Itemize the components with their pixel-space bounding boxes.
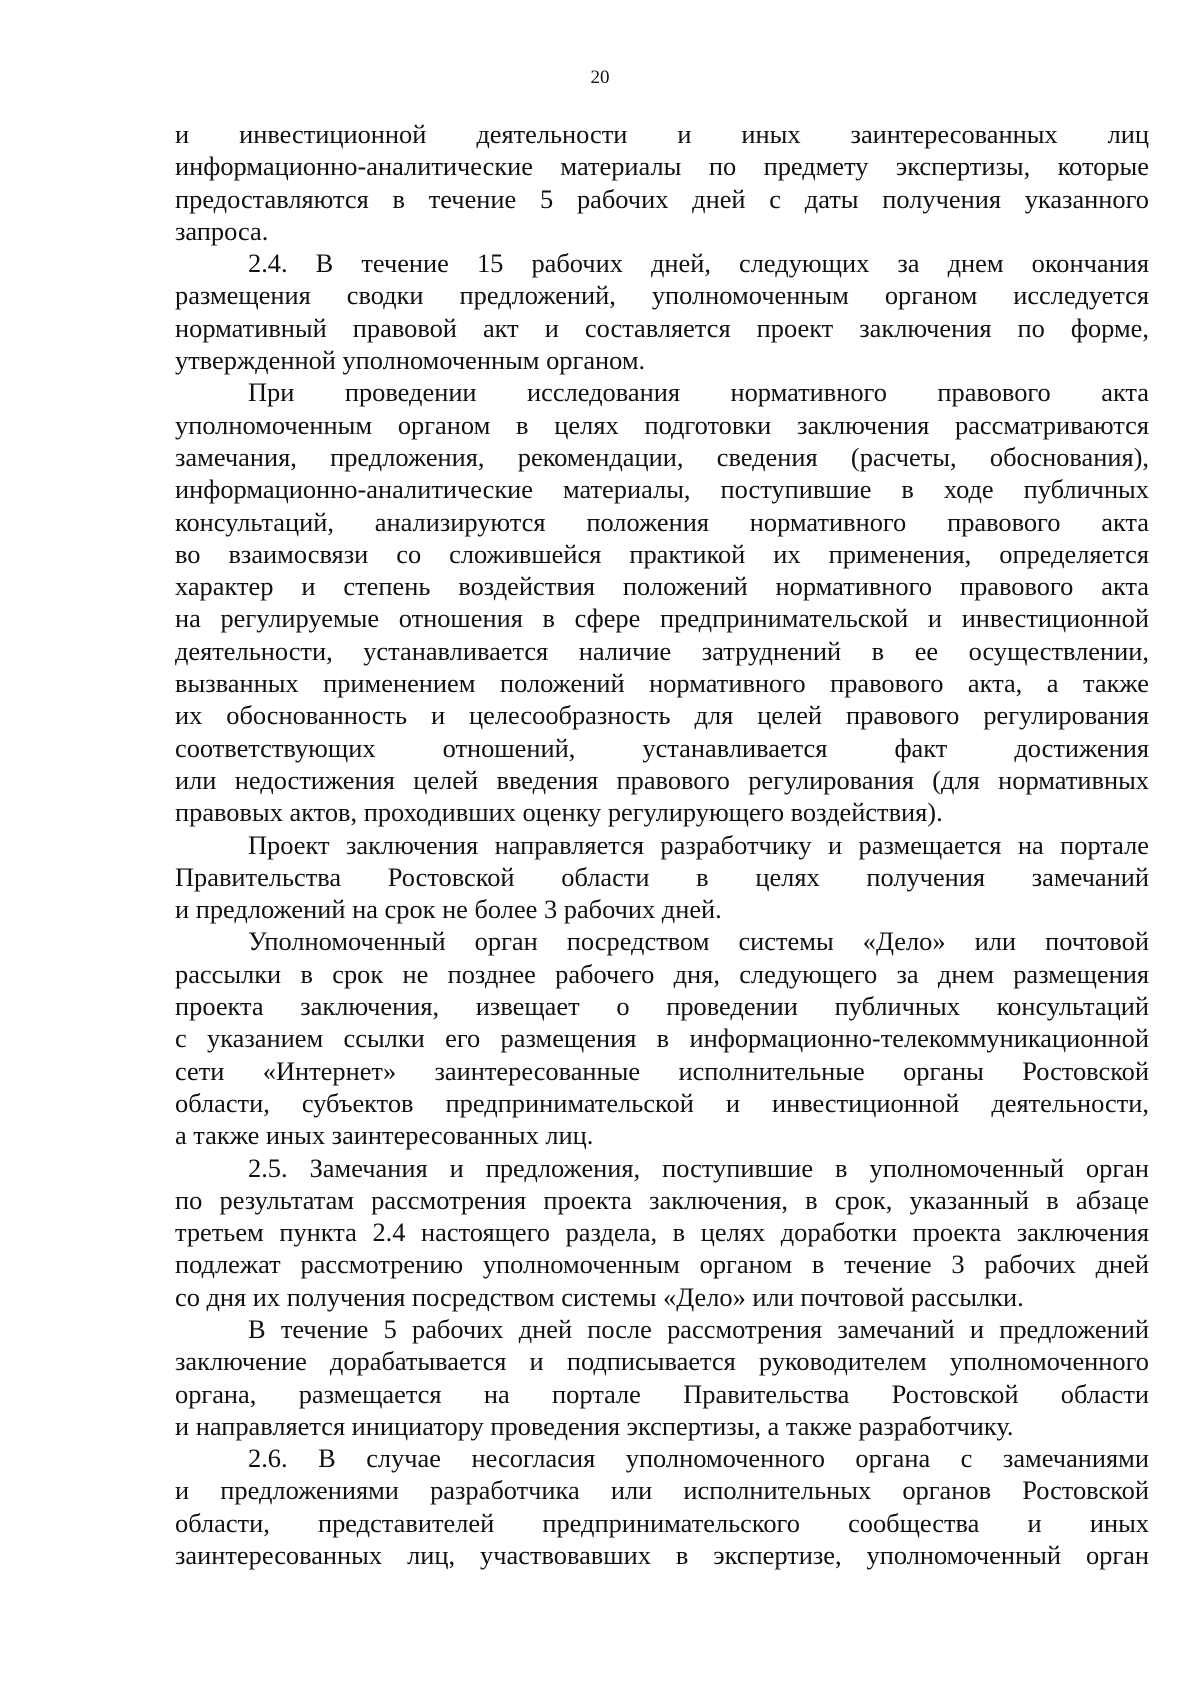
paragraph — [175, 925, 1149, 1151]
paragraph — [175, 1313, 1149, 1442]
text-line: вызванных применением положений нормативного правового акта, а также — [175, 668, 1149, 699]
paragraph — [175, 118, 1149, 247]
text-line: и предложений на срок не более 3 рабочих дней. — [175, 894, 722, 925]
text-line: заинтересованных лиц, участвовавших в экспертизе, уполномоченный орган — [175, 1540, 1149, 1571]
text-line: При проведении исследования нормативного правового акта — [248, 377, 1149, 408]
text-line: нормативный правовой акт и составляется проект заключения по форме, — [175, 312, 1149, 343]
text-line: предоставляются в течение 5 рабочих дней с даты получения указанного — [175, 183, 1149, 214]
text-line: 2.4. В течение 15 рабочих дней, следующих за днем окончания — [248, 248, 1149, 279]
text-line: проекта заключения, извещает о проведении публичных консультаций — [175, 991, 1149, 1022]
text-line: утвержденной уполномоченным органом. — [175, 345, 646, 376]
paragraph — [175, 829, 1149, 926]
text-line: размещения сводки предложений, уполномоченным органом исследуется — [175, 280, 1149, 311]
text-line: подлежат рассмотрению уполномоченным органом в течение 3 рабочих дней — [175, 1249, 1149, 1280]
text-line: деятельности, устанавливается наличие затруднений в ее осуществлении, — [175, 635, 1149, 666]
text-line: и инвестиционной деятельности и иных заинтересованных лиц — [175, 119, 1149, 149]
paragraph — [175, 247, 1149, 376]
paragraph — [175, 1442, 1149, 1571]
text-line: их обоснованность и целесообразность для целей правового регулирования — [175, 700, 1149, 731]
text-line: информационно-аналитические материалы по предмету экспертизы, которые — [175, 151, 1149, 182]
text-line: области, субъектов предпринимательской и инвестиционной деятельности, — [175, 1087, 1149, 1118]
text-line: рассылки в срок не позднее рабочего дня, следующего за днем размещения — [175, 958, 1149, 989]
text-line: с указанием ссылки его размещения в информационно-телекоммуникационной — [175, 1023, 1149, 1054]
text-line: или недостижения целей введения правового регулирования (для нормативных — [175, 764, 1149, 795]
page-number: 20 — [590, 67, 610, 88]
text-line: заключение дорабатывается и подписывается руководителем уполномоченного — [175, 1346, 1149, 1377]
paragraph — [175, 376, 1149, 828]
text-line: области, представителей предпринимательского сообщества и иных — [175, 1507, 1149, 1538]
text-line: уполномоченным органом в целях подготовки заключения рассматриваются — [175, 409, 1149, 440]
text-line: и предложениями разработчика или исполнительных органов Ростовской — [175, 1475, 1149, 1506]
document-body — [175, 118, 1149, 1571]
text-line: характер и степень воздействия положений нормативного правового акта — [175, 571, 1149, 602]
text-line: во взаимосвязи со сложившейся практикой их применения, определяется — [175, 538, 1149, 569]
text-line: Правительства Ростовской области в целях получения замечаний — [175, 861, 1149, 892]
text-line: информационно-аналитические материалы, поступившие в ходе публичных — [175, 474, 1149, 505]
text-line: В течение 5 рабочих дней после рассмотрения замечаний и предложений — [248, 1313, 1149, 1344]
text-line: Уполномоченный орган посредством системы «Дело» или почтовой — [248, 926, 1149, 957]
text-line: 2.5. Замечания и предложения, поступившие в уполномоченный орган — [248, 1152, 1149, 1183]
text-line: правовых актов, проходивших оценку регулирующего воздействия). — [175, 797, 943, 828]
text-line: соответствующих отношений, устанавливается факт достижения — [175, 732, 1149, 763]
text-line: 2.6. В случае несогласия уполномоченного органа с замечаниями — [248, 1443, 1149, 1474]
text-line: на регулируемые отношения в сфере предпринимательской и инвестиционной — [175, 603, 1149, 634]
paragraph — [175, 1152, 1149, 1313]
text-line: консультаций, анализируются положения нормативного правового акта — [175, 506, 1149, 537]
text-line: третьем пункта 2.4 настоящего раздела, в целях доработки проекта заключения — [175, 1217, 1149, 1248]
text-line: по результатам рассмотрения проекта заключения, в срок, указанный в абзаце — [175, 1184, 1149, 1215]
text-line: со дня их получения посредством системы «Дело» или почтовой рассылки. — [175, 1281, 1024, 1312]
text-line: замечания, предложения, рекомендации, сведения (расчеты, обоснования), — [175, 441, 1149, 472]
text-line: запроса. — [175, 215, 269, 246]
text-line: и направляется инициатору проведения экспертизы, а также разработчику. — [175, 1410, 1014, 1441]
text-line: органа, размещается на портале Правительства Ростовской области — [175, 1378, 1149, 1409]
text-line: а также иных заинтересованных лиц. — [175, 1120, 594, 1151]
text-line: Проект заключения направляется разработчику и размещается на портале — [248, 829, 1149, 860]
text-line: сети «Интернет» заинтересованные исполнительные органы Ростовской — [175, 1055, 1149, 1086]
